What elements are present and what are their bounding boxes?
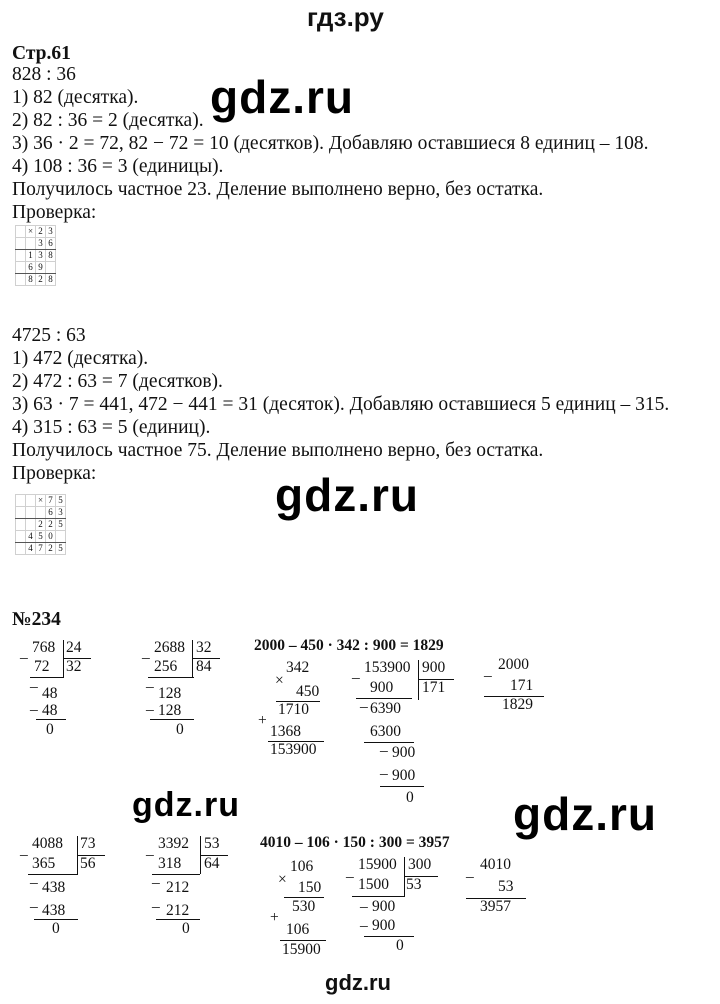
grid-cell: 1 — [26, 250, 36, 262]
divisor: 900 — [422, 659, 446, 676]
site-footer: gdz.ru — [325, 970, 391, 995]
grid-cell — [26, 507, 36, 519]
remainder: 48 — [42, 685, 58, 702]
grid-cell — [16, 531, 26, 543]
grid-cell: 3 — [36, 250, 46, 262]
grid-cell — [26, 495, 36, 507]
dividend: 4088 — [32, 835, 63, 852]
site-header: гдз.ру — [307, 2, 384, 32]
grid-cell: 2 — [46, 519, 56, 531]
divisor: 300 — [408, 856, 432, 873]
product: 15900 — [282, 941, 321, 958]
check-label: Проверка: — [12, 463, 97, 484]
subtrahend: 438 — [42, 902, 66, 919]
product: 153900 — [270, 741, 317, 758]
watermark: gdz.ru — [210, 71, 354, 123]
difference: 1829 — [502, 696, 533, 713]
divisor: 32 — [196, 639, 212, 656]
dividend: 153900 — [364, 659, 411, 676]
multiplier: 450 — [296, 683, 320, 700]
grid-cell — [46, 262, 56, 274]
minuend: 4010 — [480, 856, 511, 873]
grid-cell — [26, 519, 36, 531]
divisor: 53 — [204, 835, 220, 852]
quotient: 32 — [66, 658, 82, 675]
subtrahend: 72 — [34, 658, 50, 675]
partial-product: 1710 — [278, 701, 309, 718]
dividend: 768 — [32, 639, 56, 656]
remainder: 0 — [182, 920, 190, 937]
quotient: 84 — [196, 658, 212, 675]
step-line: 3) 63 · 7 = 441, 472 − 441 = 31 (десяток). Добавляю оставшиеся 5 единиц – 315. — [12, 394, 670, 415]
grid-cell — [16, 226, 26, 238]
grid-cell: × — [26, 226, 36, 238]
result-line: Получилось частное 23. Деление выполнено верно, без остатка. — [12, 179, 544, 200]
check-label: Проверка: — [12, 202, 97, 223]
grid-cell: 7 — [36, 543, 46, 555]
subtrahend: 318 — [158, 855, 182, 872]
partial-product: 530 — [292, 898, 316, 915]
grid-cell: 5 — [56, 495, 66, 507]
check-grid-1 — [15, 225, 56, 286]
difference: 3957 — [480, 898, 511, 915]
partial-product: 1368 — [270, 723, 301, 740]
remainder: 212 — [166, 879, 190, 896]
quotient: 56 — [80, 855, 96, 872]
watermark: gdz.ru — [132, 786, 240, 824]
quotient: 53 — [406, 876, 422, 893]
subtrahend: 6300 — [370, 723, 401, 740]
subtrahend: 128 — [158, 702, 182, 719]
grid-cell: 6 — [46, 507, 56, 519]
grid-cell: 5 — [36, 531, 46, 543]
step-line: 4) 315 : 63 = 5 (единиц). — [12, 417, 211, 438]
equation-1: 2000 – 450 · 342 : 900 = 1829 — [254, 637, 444, 654]
expression-2: 4725 : 63 — [12, 325, 86, 346]
grid-cell: 0 — [46, 531, 56, 543]
remainder: 128 — [158, 685, 182, 702]
grid-cell: 5 — [56, 543, 66, 555]
grid-cell: 7 — [46, 495, 56, 507]
subtrahend: 900 — [372, 917, 396, 934]
grid-cell: 6 — [46, 238, 56, 250]
grid-cell: 2 — [36, 519, 46, 531]
remainder: 900 — [372, 898, 396, 915]
page-number: Стр.61 — [12, 43, 71, 64]
remainder: 0 — [52, 920, 60, 937]
step-line: 2) 82 : 36 = 2 (десятка). — [12, 110, 204, 131]
grid-cell — [16, 238, 26, 250]
task-number: №234 — [12, 609, 61, 630]
grid-cell: 2 — [46, 543, 56, 555]
quotient: 64 — [204, 855, 220, 872]
grid-cell — [16, 274, 26, 286]
multiplier: 150 — [298, 879, 322, 896]
quotient: 171 — [422, 679, 446, 696]
watermark: gdz.ru — [513, 788, 657, 840]
divisor: 73 — [80, 835, 96, 852]
dividend: 15900 — [358, 856, 397, 873]
remainder: 900 — [392, 744, 416, 761]
check-grid-2 — [15, 494, 66, 555]
expression-1: 828 : 36 — [12, 64, 76, 85]
subtrahend: 900 — [370, 679, 394, 696]
grid-cell: 9 — [36, 262, 46, 274]
subtrahend: 53 — [498, 878, 514, 895]
grid-cell: × — [36, 495, 46, 507]
grid-cell: 6 — [26, 262, 36, 274]
grid-cell: 3 — [56, 507, 66, 519]
subtrahend: 48 — [42, 702, 58, 719]
subtrahend: 212 — [166, 902, 190, 919]
grid-cell: 3 — [36, 238, 46, 250]
step-line: 1) 82 (десятка). — [12, 87, 139, 108]
grid-cell: 4 — [26, 531, 36, 543]
result-line: Получилось частное 75. Деление выполнено верно, без остатка. — [12, 440, 544, 461]
grid-cell: 2 — [36, 274, 46, 286]
remainder: 0 — [46, 721, 54, 738]
grid-cell — [26, 238, 36, 250]
multiplicand: 106 — [290, 858, 314, 875]
watermark: gdz.ru — [275, 469, 419, 521]
grid-cell: 8 — [46, 250, 56, 262]
step-line: 2) 472 : 63 = 7 (десятков). — [12, 371, 223, 392]
remainder: 0 — [396, 937, 404, 954]
divisor: 24 — [66, 639, 82, 656]
remainder: 0 — [406, 789, 414, 806]
grid-cell — [16, 495, 26, 507]
grid-cell: 5 — [56, 519, 66, 531]
grid-cell — [16, 262, 26, 274]
grid-cell: 8 — [46, 274, 56, 286]
multiplicand: 342 — [286, 659, 310, 676]
grid-cell — [56, 531, 66, 543]
subtrahend: 171 — [510, 677, 534, 694]
subtrahend: 365 — [32, 855, 56, 872]
grid-cell — [16, 507, 26, 519]
subtrahend: 256 — [154, 658, 178, 675]
step-line: 1) 472 (десятка). — [12, 348, 149, 369]
step-line: 3) 36 · 2 = 72, 82 − 72 = 10 (десятков). Добавляю оставшиеся 8 единиц – 108. — [12, 133, 649, 154]
grid-cell — [16, 519, 26, 531]
dividend: 2688 — [154, 639, 185, 656]
grid-cell: 8 — [26, 274, 36, 286]
grid-cell: 3 — [46, 226, 56, 238]
subtrahend: 900 — [392, 767, 416, 784]
grid-cell — [16, 250, 26, 262]
partial-product: 106 — [286, 921, 310, 938]
grid-cell — [36, 507, 46, 519]
grid-cell: 2 — [36, 226, 46, 238]
grid-cell: 4 — [26, 543, 36, 555]
minuend: 2000 — [498, 656, 529, 673]
dividend: 3392 — [158, 835, 189, 852]
remainder: 6390 — [370, 700, 401, 717]
subtrahend: 1500 — [358, 876, 389, 893]
remainder: 0 — [176, 721, 184, 738]
equation-2: 4010 – 106 · 150 : 300 = 3957 — [260, 834, 450, 851]
remainder: 438 — [42, 879, 66, 896]
step-line: 4) 108 : 36 = 3 (единицы). — [12, 156, 224, 177]
grid-cell — [16, 543, 26, 555]
